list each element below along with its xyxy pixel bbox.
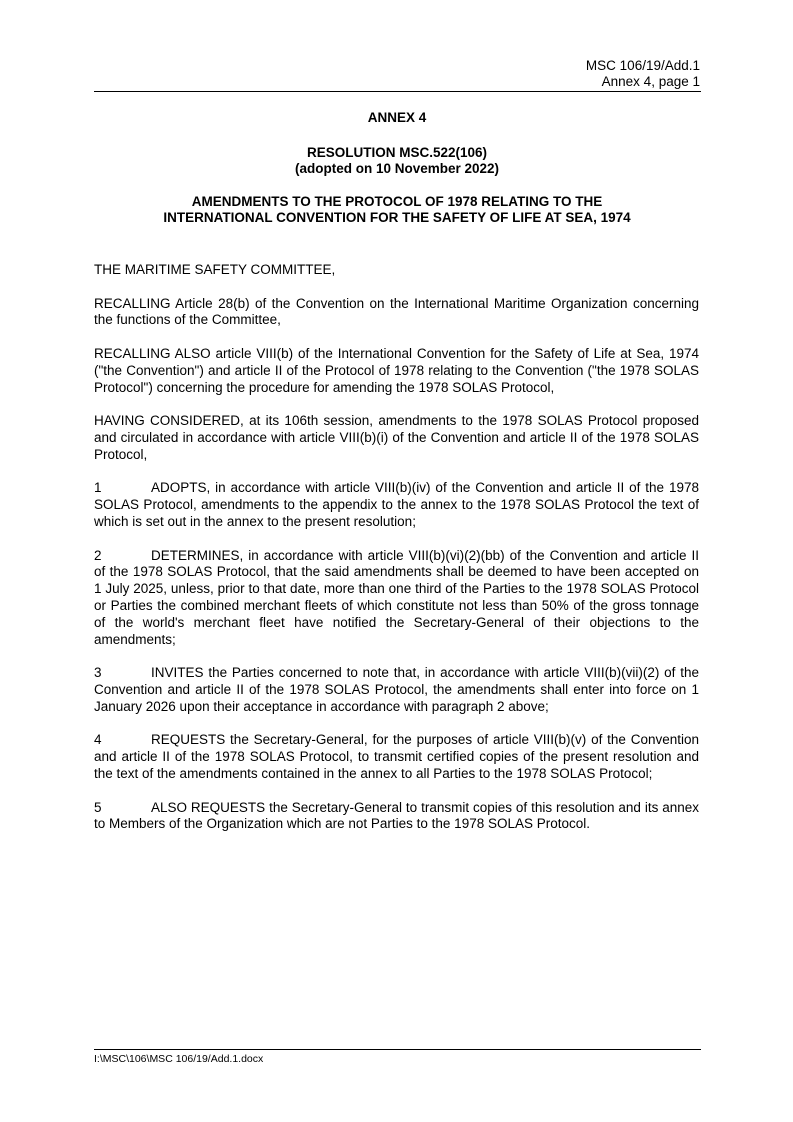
page-reference: Annex 4, page 1 xyxy=(601,74,700,89)
paragraph-number: 3 xyxy=(94,665,102,681)
paragraph-text: INVITES the Parties concerned to note that, in accordance with article VIII(b)(vii)(2) of the Convention and article II of the 1978 SOLAS Protocol, the amendments shall enter into force on 1 January 2026 upon their acceptance in accordance with paragraph 2 above; xyxy=(94,665,699,714)
operative-paragraph-5 xyxy=(94,800,699,834)
amendments-heading-line-1: AMENDMENTS TO THE PROTOCOL OF 1978 RELATING TO THE xyxy=(191,194,603,209)
paragraph-number: 5 xyxy=(94,799,102,815)
paragraph-text: REQUESTS the Secretary-General, for the purposes of article VIII(b)(v) of the Convention and article II of the 1978 SOLAS Protocol, to transmit certified copies of the present resolution and the text of the amendments contained in the annex to all Parties to the 1978 SOLAS Protocol; xyxy=(94,732,699,781)
preamble-recalling-also: RECALLING ALSO article VIII(b) of the International Convention for the Safety of Life at Sea, 1974 ("the Convention") and article II of the Protocol of 1978 relating to the Convention ("the 1978 SOLAS Protocol") concerning the procedure for amending the 1978 SOLAS Protocol, xyxy=(94,345,699,395)
paragraph-number: 1 xyxy=(94,480,102,496)
preamble-committee: THE MARITIME SAFETY COMMITTEE, xyxy=(94,262,336,277)
amendments-heading xyxy=(94,194,700,226)
paragraph-text: ADOPTS, in accordance with article VIII(b)(iv) of the Convention and article II of the 1978 SOLAS Protocol, amendments to the appendix to the annex to the 1978 SOLAS Protocol the text of which is set out in the annex to the present resolution; xyxy=(94,480,699,529)
adoption-date: (adopted on 10 November 2022) xyxy=(294,161,500,176)
page-header xyxy=(94,58,700,90)
annex-title: ANNEX 4 xyxy=(367,110,427,125)
resolution-body xyxy=(94,262,699,850)
footer-divider xyxy=(94,1049,701,1050)
operative-paragraph-1 xyxy=(94,480,699,530)
header-divider xyxy=(94,91,701,92)
operative-paragraph-3 xyxy=(94,665,699,715)
preamble-recalling: RECALLING Article 28(b) of the Convention on the International Maritime Organization concerning the functions of the Committee, xyxy=(94,295,699,328)
footer-file-path: I:\MSC\106\MSC 106/19/Add.1.docx xyxy=(94,1053,264,1065)
preamble-having-considered: HAVING CONSIDERED, at its 106th session, amendments to the 1978 SOLAS Protocol proposed and circulated in accordance with article VIII(b)(i) of the Convention and article II of the 1978 SOLAS Protocol, xyxy=(94,413,699,462)
document-reference: MSC 106/19/Add.1 xyxy=(585,58,700,73)
amendments-heading-line-2: INTERNATIONAL CONVENTION FOR THE SAFETY OF LIFE AT SEA, 1974 xyxy=(163,210,631,225)
operative-paragraph-4 xyxy=(94,732,699,782)
paragraph-text: ALSO REQUESTS the Secretary-General to transmit copies of this resolution and its annex to Members of the Organization which are not Parties to the 1978 SOLAS Protocol. xyxy=(94,799,699,832)
operative-paragraph-2 xyxy=(94,548,699,649)
paragraph-text: DETERMINES, in accordance with article VIII(b)(vi)(2)(bb) of the Convention and article II of the 1978 SOLAS Protocol, that the said amendments shall be deemed to have been accepted on 1 July 2025, unless, prior to that date, more than one third of the Parties to the 1978 SOLAS Protocol or Parties the combined merchant fleets of which constitute not less than 50% of the gross tonnage of the world's merchant fleet have notified the Secretary-General of their objections to the amendments; xyxy=(94,547,699,647)
resolution-number: RESOLUTION MSC.522(106) xyxy=(306,145,488,160)
resolution-heading xyxy=(94,145,700,177)
paragraph-number: 2 xyxy=(94,547,102,563)
paragraph-number: 4 xyxy=(94,732,102,748)
